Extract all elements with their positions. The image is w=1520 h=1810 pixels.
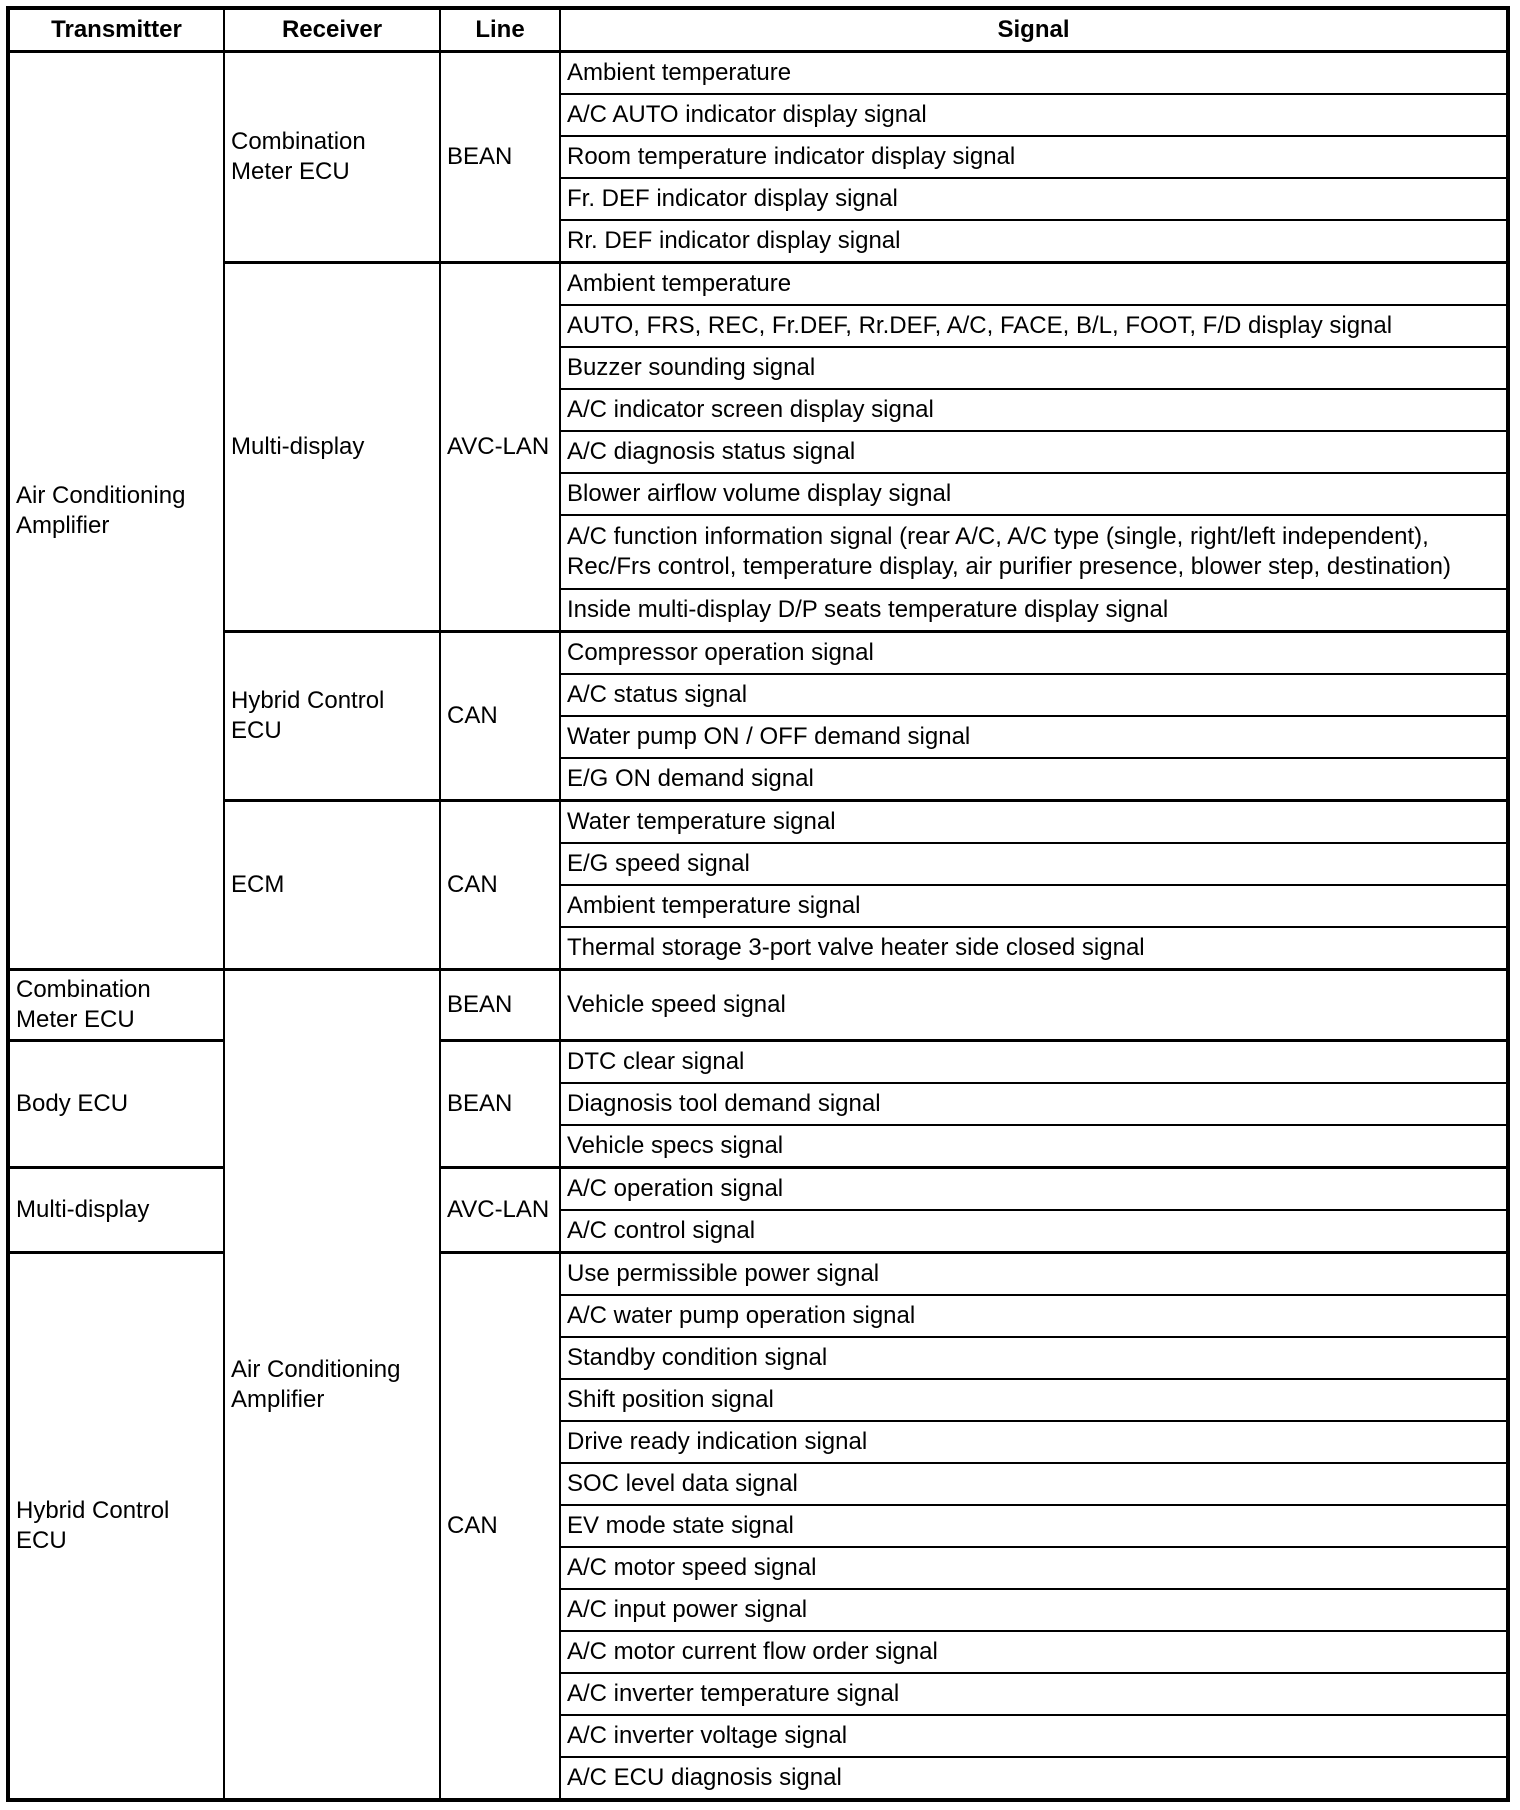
- signal-cell: Standby condition signal: [560, 1337, 1508, 1379]
- signal-cell: A/C input power signal: [560, 1589, 1508, 1631]
- signal-cell: A/C status signal: [560, 674, 1508, 716]
- line-cell: BEAN: [440, 52, 560, 263]
- signal-cell: A/C indicator screen display signal: [560, 389, 1508, 431]
- receiver-cell: Combination Meter ECU: [224, 52, 440, 263]
- transmitter-cell: Multi-display: [8, 1168, 224, 1253]
- signal-cell: A/C diagnosis status signal: [560, 431, 1508, 473]
- line-cell: BEAN: [440, 1041, 560, 1168]
- signal-cell: Drive ready indication signal: [560, 1421, 1508, 1463]
- table-row: [8, 52, 1508, 95]
- table-header-row: [8, 8, 1508, 52]
- transmitter-cell: Body ECU: [8, 1041, 224, 1168]
- signal-cell: A/C inverter temperature signal: [560, 1673, 1508, 1715]
- receiver-cell: ECM: [224, 801, 440, 970]
- signal-cell: SOC level data signal: [560, 1463, 1508, 1505]
- signal-cell: Fr. DEF indicator display signal: [560, 178, 1508, 220]
- signal-cell: Shift position signal: [560, 1379, 1508, 1421]
- line-cell: CAN: [440, 632, 560, 801]
- signal-cell: Compressor operation signal: [560, 632, 1508, 675]
- signal-cell: A/C water pump operation signal: [560, 1295, 1508, 1337]
- signal-cell: A/C inverter voltage signal: [560, 1715, 1508, 1757]
- signal-cell: Diagnosis tool demand signal: [560, 1083, 1508, 1125]
- signal-cell: Water temperature signal: [560, 801, 1508, 844]
- transmitter-cell: Combination Meter ECU: [8, 970, 224, 1041]
- signal-cell: Buzzer sounding signal: [560, 347, 1508, 389]
- table-row: [8, 632, 1508, 675]
- signal-cell: A/C function information signal (rear A/C, A/C type (single, right/left independent), Rec/Frs control, temperature display, air purifier presence, blower step, destination): [560, 515, 1508, 589]
- signal-cell: Blower airflow volume display signal: [560, 473, 1508, 515]
- line-cell: BEAN: [440, 970, 560, 1041]
- signal-cell: Room temperature indicator display signal: [560, 136, 1508, 178]
- table-row: [8, 263, 1508, 306]
- signal-cell: A/C ECU diagnosis signal: [560, 1757, 1508, 1800]
- receiver-cell: Air Conditioning Amplifier: [224, 970, 440, 1801]
- signal-cell: EV mode state signal: [560, 1505, 1508, 1547]
- signal-cell: Ambient temperature: [560, 263, 1508, 306]
- transmitter-cell: Hybrid Control ECU: [8, 1253, 224, 1801]
- signal-cell: Ambient temperature: [560, 52, 1508, 95]
- communication-signal-table: [6, 6, 1510, 1802]
- signal-cell: A/C AUTO indicator display signal: [560, 94, 1508, 136]
- signal-cell: Ambient temperature signal: [560, 885, 1508, 927]
- transmitter-cell: Air Conditioning Amplifier: [8, 52, 224, 970]
- signal-cell: Water pump ON / OFF demand signal: [560, 716, 1508, 758]
- header-transmitter: Transmitter: [8, 8, 224, 52]
- header-signal: Signal: [560, 8, 1508, 52]
- line-cell: AVC-LAN: [440, 1168, 560, 1253]
- table-row: [8, 801, 1508, 844]
- signal-cell: DTC clear signal: [560, 1041, 1508, 1084]
- signal-cell: Thermal storage 3-port valve heater side closed signal: [560, 927, 1508, 970]
- signal-table-container: [6, 6, 1510, 1802]
- line-cell: CAN: [440, 1253, 560, 1801]
- signal-cell: A/C operation signal: [560, 1168, 1508, 1211]
- receiver-cell: Multi-display: [224, 263, 440, 632]
- signal-cell: E/G speed signal: [560, 843, 1508, 885]
- signal-cell: Inside multi-display D/P seats temperature display signal: [560, 589, 1508, 632]
- signal-cell: A/C motor current flow order signal: [560, 1631, 1508, 1673]
- signal-cell: A/C motor speed signal: [560, 1547, 1508, 1589]
- line-cell: AVC-LAN: [440, 263, 560, 632]
- signal-cell: Use permissible power signal: [560, 1253, 1508, 1296]
- signal-cell: A/C control signal: [560, 1210, 1508, 1253]
- signal-cell: Rr. DEF indicator display signal: [560, 220, 1508, 263]
- line-cell: CAN: [440, 801, 560, 970]
- signal-cell: E/G ON demand signal: [560, 758, 1508, 801]
- signal-cell: Vehicle speed signal: [560, 970, 1508, 1041]
- signal-cell: Vehicle specs signal: [560, 1125, 1508, 1168]
- table-row: [8, 970, 1508, 1041]
- receiver-cell: Hybrid Control ECU: [224, 632, 440, 801]
- header-line: Line: [440, 8, 560, 52]
- header-receiver: Receiver: [224, 8, 440, 52]
- signal-cell: AUTO, FRS, REC, Fr.DEF, Rr.DEF, A/C, FACE, B/L, FOOT, F/D display signal: [560, 305, 1508, 347]
